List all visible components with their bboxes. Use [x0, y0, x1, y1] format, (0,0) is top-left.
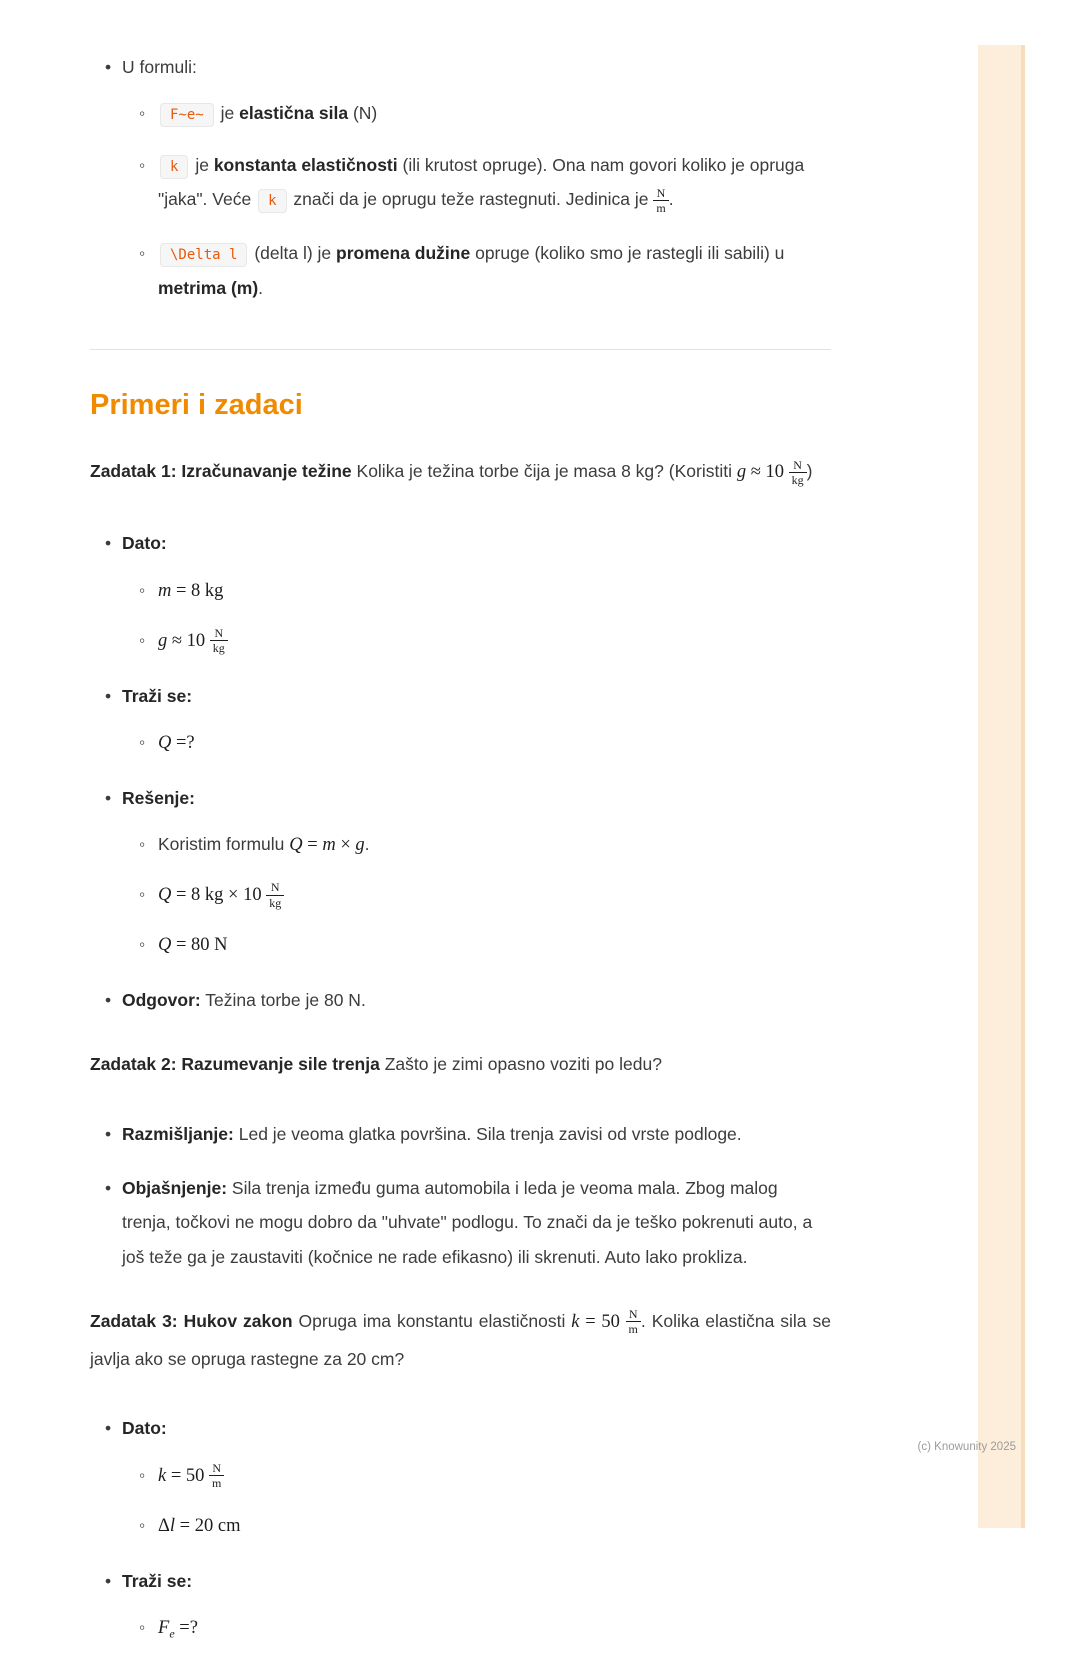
math-var: m: [158, 580, 172, 601]
math-var: Q: [158, 935, 172, 956]
text: .: [668, 189, 674, 210]
dato-sublist: [122, 573, 831, 659]
inline-code-k2: k: [258, 189, 286, 213]
trazi-se-item: [105, 1564, 831, 1646]
bold-text: promena dužine: [336, 243, 471, 264]
math-var: Q: [158, 732, 172, 753]
math-fraction-n-per-m: [653, 185, 668, 215]
zadatak-1-intro: [90, 454, 831, 492]
math-var: F: [158, 1617, 170, 1638]
math-var: k: [158, 1465, 167, 1486]
fraction-denominator: m: [653, 200, 668, 215]
math-m-equals: [158, 581, 223, 601]
razmisljanje-text: Led je veoma glatka površina. Sila trenja zavisi od vrste podloge.: [238, 1124, 742, 1145]
odgovor-text: Težina torbe je 80 N.: [205, 990, 366, 1011]
razmisljanje-label: Razmišljanje:: [122, 1124, 234, 1145]
formula-sublist: [122, 96, 831, 305]
dato-label: Dato:: [122, 1418, 167, 1439]
math-var: Q: [158, 885, 172, 906]
math-text: = 8 kg × 10: [171, 885, 267, 906]
formula-item-delta-l: [139, 236, 831, 304]
inline-code-delta-l: \Delta l: [160, 243, 247, 267]
math-var: m: [322, 834, 336, 855]
trazi-se-item: [105, 679, 831, 761]
text: je: [220, 103, 235, 124]
math-g-approx-2: [158, 625, 228, 656]
math-text: ×: [335, 834, 356, 855]
text: Koristim formulu: [158, 833, 290, 854]
math-k-value: [158, 1460, 224, 1491]
math-text: = 50: [166, 1465, 210, 1486]
trazi-se-label: Traži se:: [122, 685, 193, 706]
zadatak-2-intro: [90, 1047, 831, 1083]
text: (ili krutost opruge). Ona nam govori koliko je opruga "jaka". Veće: [158, 155, 805, 210]
math-var: l: [169, 1515, 176, 1536]
math-q-mg: [289, 835, 364, 855]
text: opruge (koliko smo je rastegli ili sabili) u: [475, 243, 785, 264]
text: je: [195, 155, 209, 176]
math-fe-question: [158, 1617, 198, 1641]
inline-code-k: k: [160, 155, 188, 179]
math-text: = 50: [579, 1311, 626, 1332]
math-q-calc: [158, 880, 284, 910]
text: .: [258, 277, 264, 298]
fraction-denominator: kg: [266, 895, 284, 910]
objasnjenje-text: Sila trenja između guma automobila i leda je veoma mala. Zbog malog trenja, točkovi ne mogu dobro da "uhvate" podlogu. To znači da je teško pokrenuti auto, a još teže ga je zaustaviti (kočnice ne rade efikasno) ili skrenuti. Auto lako prokliza.: [122, 1178, 813, 1267]
math-text: =: [302, 834, 323, 855]
text: (N): [352, 103, 378, 124]
formula-list-item: [105, 50, 831, 305]
bold-text: metrima (m): [158, 277, 259, 298]
section-divider: [90, 349, 831, 350]
fraction-numerator: N: [212, 1460, 222, 1475]
math-delta-l-value: [158, 1516, 240, 1536]
math-text: =?: [171, 732, 195, 753]
odgovor-label: Odgovor:: [122, 990, 201, 1011]
dato-item: [105, 1411, 831, 1543]
math-var: Q: [289, 834, 303, 855]
math-subscript: e: [169, 1626, 175, 1641]
fraction-numerator: N: [793, 457, 802, 472]
math-line: [139, 623, 831, 659]
zadatak-3-title: Zadatak 3: Hukov zakon: [90, 1310, 293, 1331]
fraction-denominator: m: [626, 1321, 641, 1336]
math-line: [139, 725, 831, 761]
math-q-result: [158, 935, 228, 955]
math-text: Δ: [158, 1515, 170, 1536]
fraction-numerator: N: [628, 1306, 638, 1321]
math-var: g: [736, 462, 747, 483]
fraction-denominator: kg: [789, 472, 807, 487]
document-content: [90, 50, 831, 1676]
math-var: g: [158, 630, 168, 651]
math-line: [139, 1508, 831, 1544]
section-heading: Primeri i zadaci: [90, 388, 303, 421]
copyright-watermark: (c) Knowunity 2025: [917, 1441, 1016, 1453]
text: (delta l) je: [254, 243, 332, 264]
text: Zašto je zimi opasno voziti po ledu?: [384, 1054, 662, 1075]
text: Kolika elastična sila se javlja ako se opruga rastegne za 20 cm?: [90, 1310, 831, 1369]
fraction-denominator: m: [209, 1475, 224, 1490]
razmisljanje-item: [105, 1117, 831, 1151]
math-text: ≈ 10: [167, 630, 210, 651]
text: ): [806, 461, 813, 482]
right-margin-strip: [978, 45, 1025, 1528]
formula-item-k: [139, 148, 831, 218]
fraction-numerator: N: [214, 625, 224, 640]
math-line: [139, 1458, 831, 1494]
trazi-se-sublist: [122, 725, 831, 761]
math-k-equals: [571, 1306, 641, 1337]
text: .: [640, 1310, 646, 1331]
dato-item: [105, 526, 831, 658]
math-q-question: [158, 733, 195, 753]
text: Kolika je težina torbe čija je masa 8 kg? (Koristiti: [356, 461, 732, 482]
math-line: [139, 927, 831, 963]
math-line: [139, 1610, 831, 1646]
formula-list: [90, 50, 831, 305]
objasnjenje-label: Objašnjenje:: [122, 1178, 228, 1199]
text: znači da je oprugu teže rastegnuti. Jedinica je: [293, 189, 649, 210]
zadatak-1-list: [90, 526, 831, 1017]
resenje-sublist: [122, 827, 831, 963]
math-line: [139, 877, 831, 913]
math-text: = 20 cm: [175, 1515, 241, 1536]
math-var: g: [355, 834, 365, 855]
zadatak-2-list: [90, 1117, 831, 1274]
math-var: k: [571, 1311, 580, 1332]
formula-usage-line: [139, 827, 831, 863]
math-text: =?: [174, 1617, 198, 1638]
math-line: [139, 573, 831, 609]
math-g-approx: [736, 457, 807, 488]
fraction-denominator: kg: [210, 640, 228, 655]
math-text: = 80 N: [171, 935, 228, 956]
formula-intro: U formuli:: [122, 57, 197, 77]
bold-text: elastična sila: [239, 103, 349, 124]
fraction-numerator: N: [270, 880, 280, 895]
dato-sublist: [122, 1458, 831, 1544]
inline-code-fe: F~e~: [160, 103, 214, 127]
bold-text: konstanta elastičnosti: [213, 155, 398, 176]
zadatak-1-title: Zadatak 1: Izračunavanje težine: [90, 461, 352, 482]
odgovor-item: [105, 983, 831, 1017]
formula-item-fe: [139, 96, 831, 130]
objasnjenje-item: [105, 1171, 831, 1273]
trazi-se-sublist: [122, 1610, 831, 1646]
trazi-se-label: Traži se:: [122, 1570, 193, 1591]
dato-label: Dato:: [122, 533, 167, 554]
text: Opruga ima konstantu elastičnosti: [298, 1310, 566, 1331]
math-text: ≈ 10: [746, 462, 789, 483]
resenje-label: Rešenje:: [122, 787, 195, 808]
math-text: = 8 kg: [171, 580, 224, 601]
zadatak-3-intro: [90, 1304, 831, 1378]
resenje-item: [105, 781, 831, 963]
zadatak-3-list: [90, 1411, 831, 1645]
fraction-numerator: N: [656, 185, 666, 200]
text: .: [364, 833, 370, 854]
zadatak-2-title: Zadatak 2: Razumevanje sile trenja: [90, 1054, 380, 1075]
